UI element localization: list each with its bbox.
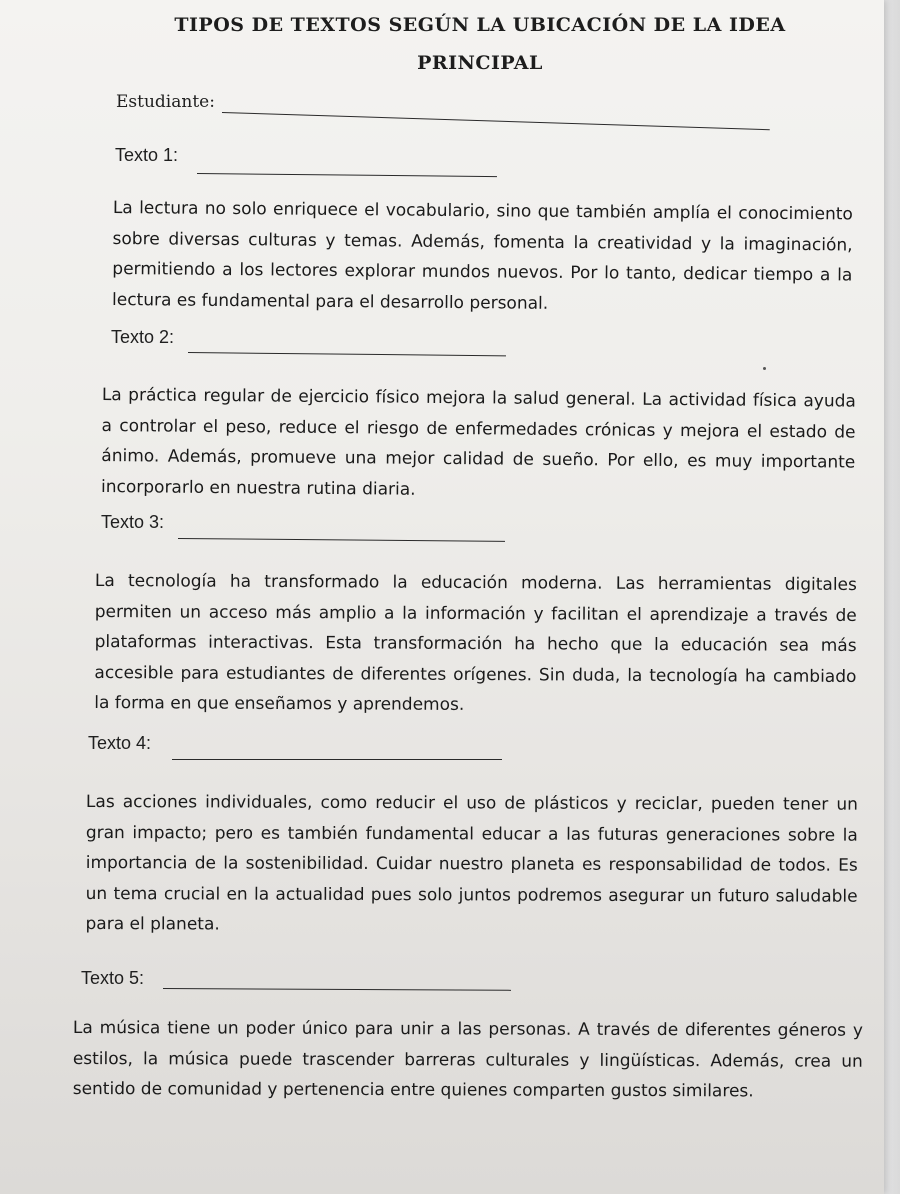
text-4-answer-blank[interactable]	[172, 759, 502, 760]
student-name-blank[interactable]	[222, 112, 770, 130]
worksheet-title-line-1: TIPOS DE TEXTOS SEGÚN LA UBICACIÓN DE LA IDEA	[174, 14, 786, 36]
stray-mark	[763, 367, 766, 370]
text-3-answer-blank[interactable]	[178, 538, 505, 542]
text-3-label: Texto 3:	[101, 512, 165, 532]
text-2-label: Texto 2:	[111, 327, 175, 347]
text-3-paragraph: La tecnología ha transformado la educación moderna. Las herramientas digitales permiten un acceso más amplio a la información y facilitan el aprendizaje a través de plataformas interactivas. Esta transformación ha hecho que la educación sea más accesible para estudiantes de diferentes orígenes. Sin duda, la tecnología ha cambiado la forma en que enseñamos y aprendemos.	[94, 570, 857, 715]
text-2-answer-blank[interactable]	[188, 352, 506, 356]
student-label: Estudiante:	[116, 92, 215, 112]
text-5-label: Texto 5:	[81, 968, 145, 988]
worksheet-title-line-2: PRINCIPAL	[417, 52, 543, 74]
text-1-label: Texto 1:	[115, 145, 179, 165]
text-4-label: Texto 4:	[88, 733, 152, 753]
text-4-paragraph: Las acciones individuales, como reducir el uso de plásticos y reciclar, pueden tener un gran impacto; pero es también fundamental educar a las futuras generaciones sobre la importancia de la sostenibilidad. Cuidar nuestro planeta es responsabilidad de todos. Es un tema crucial en la actualidad pues solo juntos podremos asegurar un futuro saludable para el planeta.	[85, 792, 858, 935]
text-1-paragraph: La lectura no solo enriquece el vocabulario, sino que también amplía el conocimiento sobre diversas culturas y temas. Además, fomenta la creatividad y la imaginación, permitiendo a los lectores explorar mundos nuevos. Por lo tanto, dedicar tiempo a la lectura es fundamental para el desarrollo personal.	[111, 197, 853, 314]
text-2-paragraph: La práctica regular de ejercicio físico mejora la salud general. La actividad física ayuda a controlar el peso, reduce el riesgo de enfermedades crónicas y mejora el estado de ánimo. Además, promueve una mejor calidad de sueño. Por ello, es muy importante incorporarlo en nuestra rutina diaria.	[100, 384, 856, 500]
text-5-paragraph: La música tiene un poder único para unir a las personas. A través de diferentes géneros y estilos, la música puede trascender barreras culturales y lingüísticas. Además, crea un sentido de comunidad y pertenencia entre quienes comparten gustos similares.	[72, 1018, 863, 1102]
text-1-answer-blank[interactable]	[197, 173, 497, 177]
text-5-answer-blank[interactable]	[163, 988, 511, 991]
